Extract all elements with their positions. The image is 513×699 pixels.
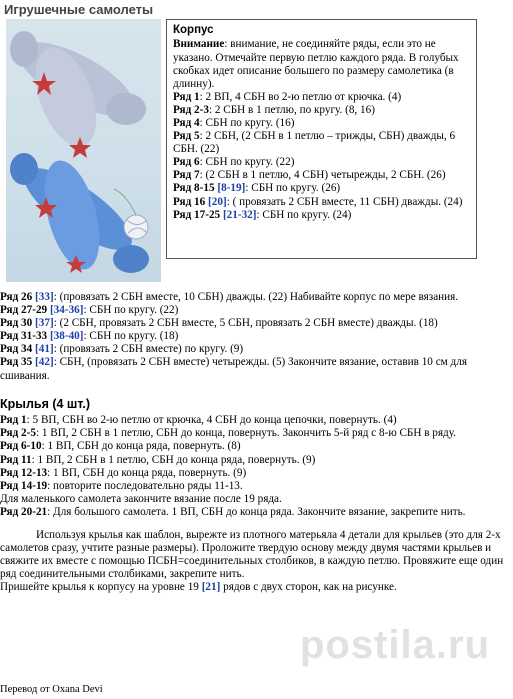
pattern-row: Ряд 1: 5 ВП, СБН во 2-ю петлю от крючка, 4 СБН до конца цепочки, повернуть. (4) [0,414,397,427]
page-title: Игрушечные самолеты [4,2,154,17]
pattern-row: Ряд 2-3: 2 СБН в 1 петлю, по кругу. (8, 16) [173,103,375,116]
pattern-row: Ряд 27-29 [34-36]: СБН по кругу. (22) [0,304,179,317]
pattern-row: Ряд 34 [41]: (провязать 2 СБН вместе) по кругу. (9) [0,343,244,356]
wing-instructions: Используя крылья как шаблон, вырежте из плотного матерьяла 4 детали для крыльев (это для 2-х самолетов сразу, учтите разные размеры). Проложите твердую основу между двумя частями крыльев и свяжите их вместе с помощью ПСБН=соединительных столбиков, в каждую петлю. Провяжите еще один ряд соединительными столбиками, закрепите нить. [0,529,504,581]
pattern-row: Ряд 26 [33]: (провязать 2 СБН вместе, 10 СБН) дважды. (22) Набивайте корпус по мере вязания. [0,291,459,303]
box-rows [173,91,470,222]
pattern-row: Ряд 12-13: 1 ВП, СБН до конца ряда, повернуть. (9) [0,466,247,479]
pattern-row: Ряд 11: 1 ВП, 2 СБН в 1 петлю, СБН до конца ряда, повернуть. (9) [0,453,316,466]
airplanes-illustration [6,19,161,282]
attention-note: Внимание: внимание, не соединяйте ряды, если это не указано. Отмечайте первую петлю каждого ряда. В голубых скобках идет описание большего по размеру самолетика (в длинну). [173,38,459,90]
pattern-row: Ряд 6: СБН по кругу. (22) [173,156,295,169]
toy-airplanes-photo [6,19,161,282]
pattern-row: Ряд 4: СБН по кругу. (16) [173,117,295,130]
pattern-row: Ряд 31-33 [38-40]: СБН по кругу. (18) [0,330,179,343]
plane-lower [10,153,149,275]
translation-credit: Перевод от Oxana Devi [0,684,103,695]
pattern-row: Ряд 30 [37]: (2 СБН, провязать 2 СБН вместе, 5 СБН, провязать 2 СБН вместе) дважды. (18) [0,317,438,330]
pattern-row: Ряд 5: 2 СБН, (2 СБН в 1 петлю – трижды, СБН) дважды, 6 СБН. (22) [173,130,456,156]
attach-wings-line: Пришейте крылья к корпусу на уровне 19 [21] рядов с двух сторон, как на рисунке. [0,581,397,594]
body-pattern-box [166,19,477,259]
pattern-row: Ряд 35 [42]: СБН, (провязать 2 СБН вместе) четырежды. (5) Закончите вязание, оставив 10 см для сшивания. [0,356,467,382]
body-rows [0,291,506,383]
main-content [0,291,506,595]
pattern-row: Ряд 17-25 [21-32]: СБН по кругу. (24) [173,208,352,221]
wings-heading: Крылья (4 шт.) [0,396,90,411]
small-plane-note: Для маленького самолета закончите вязание после 19 ряда. [0,492,282,505]
pattern-row: Ряд 8-15 [8-19]: СБН по кругу. (26) [173,182,341,195]
wing-row-20-21: Ряд 20-21: Для большого самолета. 1 ВП, СБН до конца ряда. Закончите вязание, закрепите нить. [0,505,466,518]
pattern-row: Ряд 6-10: 1 ВП, СБН до конца ряда, повернуть. (8) [0,440,241,453]
yarn-ball [124,215,148,239]
pattern-row: Ряд 2-5: 1 ВП, 2 СБН в 1 петлю, СБН до конца, повернуть. Закончить 5-й ряд с 8-ю СБН в ряду. [0,427,457,440]
pattern-row: Ряд 7: (2 СБН в 1 петлю, 4 СБН) четырежды, 2 СБН. (26) [173,169,446,182]
plane-upper [8,28,146,158]
watermark: postila.ru [300,623,491,667]
box-heading: Корпус [173,24,214,36]
pattern-row: Ряд 14-19: повторите последовательно ряды 11-13. [0,479,243,492]
pattern-row: Ряд 1: 2 ВП, 4 СБН во 2-ю петлю от крючка. (4) [173,90,402,103]
pattern-row: Ряд 16 [20]: ( провязать 2 СБН вместе, 11 СБН) дважды. (24) [173,195,463,208]
wing-rows [0,414,506,493]
